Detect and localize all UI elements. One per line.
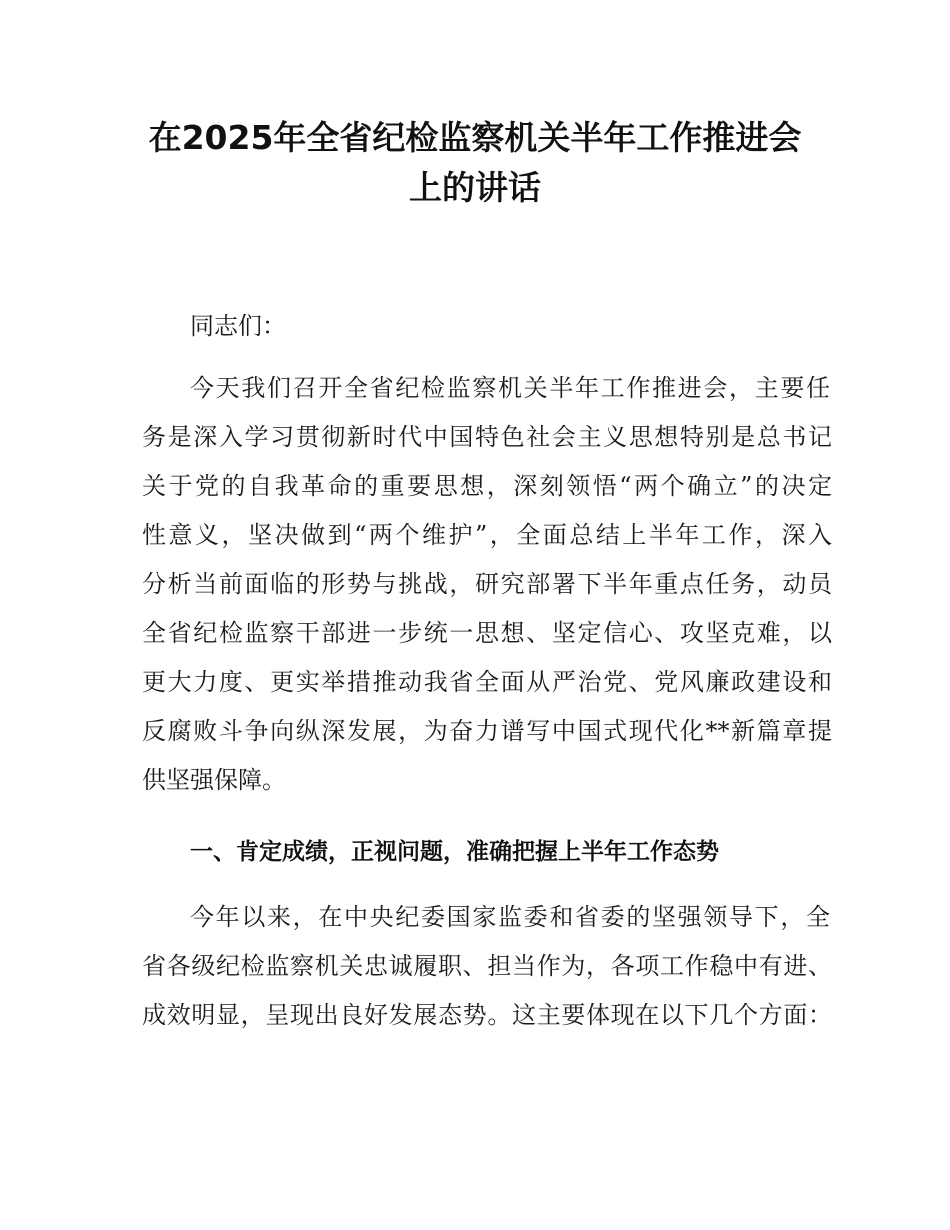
- document-title-line-1: 在2025年全省纪检监察机关半年工作推进会: [148, 118, 802, 157]
- document-title-line-2: 上的讲话: [409, 168, 541, 207]
- paragraph-1-line-9: 供坚强保障。: [142, 766, 286, 794]
- paragraph-1-line-4: 性意义，坚决做到“两个维护”，全面总结上半年工作，深入: [142, 521, 832, 549]
- paragraph-1-line-6: 全省纪检监察干部进一步统一思想、坚定信心、攻坚克难，以: [142, 619, 832, 647]
- section-1-heading: 一、肯定成绩，正视问题，准确把握上半年工作态势: [190, 839, 719, 865]
- paragraph-2-line-3: 成效明显，呈现出良好发展态势。这主要体现在以下几个方面：: [142, 1001, 832, 1029]
- paragraph-2-line-2: 省各级纪检监察机关忠诚履职、担当作为，各项工作稳中有进、: [142, 952, 832, 980]
- paragraph-1-line-8: 反腐败斗争向纵深发展，为奋力谱写中国式现代化**新篇章提: [142, 717, 832, 745]
- paragraph-1-line-7: 更大力度、更实举措推动我省全面从严治党、党风廉政建设和: [142, 668, 832, 696]
- paragraph-1-line-5: 分析当前面临的形势与挑战，研究部署下半年重点任务，动员: [142, 570, 832, 598]
- salutation: 同志们：: [190, 312, 286, 340]
- paragraph-1-line-1: 今天我们召开全省纪检监察机关半年工作推进会，主要任: [190, 374, 830, 402]
- paragraph-1-line-3: 关于党的自我革命的重要思想，深刻领悟“两个确立”的决定: [142, 472, 832, 500]
- paragraph-2-line-1: 今年以来，在中央纪委国家监委和省委的坚强领导下，全: [190, 903, 830, 931]
- paragraph-1-line-2: 务是深入学习贯彻新时代中国特色社会主义思想特别是总书记: [142, 423, 832, 451]
